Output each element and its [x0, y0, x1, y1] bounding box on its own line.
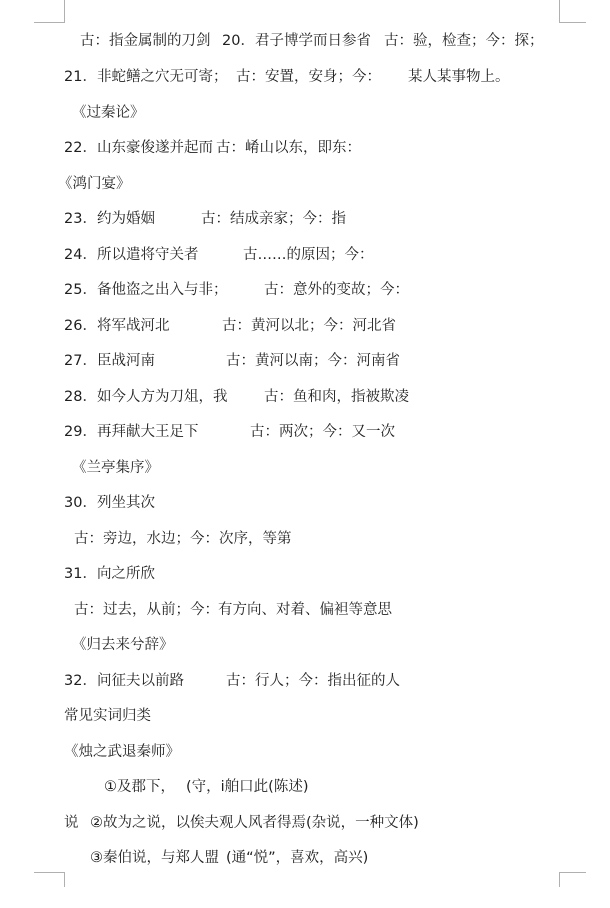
text-segment: 古：黄河以南；今：河南省 [226, 353, 400, 369]
page-corner-bottom-left [34, 872, 65, 887]
text-segment: 25．备他盗之出入与非； [64, 282, 228, 298]
text-segment: ③秦伯说，与郑人盟 [90, 850, 219, 866]
text-segment: 32．问征夫以前路 [64, 673, 184, 689]
text-segment: 古：结成亲家；今：指 [201, 211, 346, 227]
page-corner-top-left [34, 0, 65, 23]
text-segment: 《兰亭集序》 [72, 460, 159, 476]
section-heading [0, 742, 180, 782]
text-segment: 说 [64, 815, 79, 831]
text-segment: 22．山东豪俊遂并起而 [64, 140, 213, 156]
text-segment: 30．列坐其次 [64, 495, 155, 511]
text-segment: ①及郡下， [104, 779, 175, 795]
text-segment: 20．君子博学而日参省 [222, 33, 371, 49]
text-segment: 《鸿门宴》 [58, 176, 131, 192]
text-segment: 古：旁边，水边；今：次序，等第 [74, 531, 292, 547]
text-segment: 29．再拜献大王足下 [64, 424, 199, 440]
text-segment: 28．如今人方为刀俎，我 [64, 389, 228, 405]
text-segment: 某人某事物上。 [408, 69, 510, 85]
text-segment: 常见实词归类 [64, 708, 151, 724]
text-segment: 有方向、对着、偏袒等意思 [218, 602, 392, 618]
text-segment: 31．向之所欣 [64, 566, 155, 582]
text-segment: ②故为之说，以俟夫观人风者得焉 [90, 815, 306, 831]
text-segment: (通“悦”，喜欢，高兴) [226, 850, 369, 866]
text-segment: 21．非蛇鳝之穴无可寄； [64, 69, 228, 85]
text-segment: (守，i舶口此(陈述) [186, 779, 309, 795]
text-segment: 古：意外的变故；今： [264, 282, 409, 298]
text-segment: 古：崤山以东，即东： [216, 140, 361, 156]
text-line [0, 706, 151, 746]
section-heading [0, 458, 159, 498]
page-corner-bottom-right [559, 872, 586, 887]
section-heading [0, 635, 174, 675]
text-segment: 古：验，检查；今：探； [384, 33, 544, 49]
text-segment: 古：行人；今：指出征的人 [226, 673, 400, 689]
text-segment: (杂说，一种文体) [306, 815, 419, 831]
text-line [0, 564, 155, 604]
text-segment: 古……的原因；今： [243, 247, 374, 263]
text-line [0, 529, 292, 569]
text-segment: 《归去来兮辞》 [72, 637, 174, 653]
text-line [0, 848, 369, 908]
text-segment: 23．约为婚姻 [64, 211, 155, 227]
text-segment: 26．将军战河北 [64, 318, 170, 334]
text-segment: 古：指金属制的刀剑 [80, 33, 211, 49]
text-segment: 古：鱼和肉，指被欺凌 [264, 389, 409, 405]
page-corner-top-right [559, 0, 586, 23]
text-segment: 古：黄河以北；今：河北省 [222, 318, 396, 334]
section-heading [0, 103, 145, 143]
text-segment: 《过秦论》 [72, 105, 145, 121]
text-segment: 古：两次；今：又一次 [250, 424, 395, 440]
text-segment: 27．臣战河南 [64, 353, 155, 369]
text-line [0, 493, 155, 533]
text-segment: 24．所以遣将守关者 [64, 247, 199, 263]
text-segment: 《烛之武退秦师》 [64, 744, 180, 760]
text-segment: 古：安置，安身；今： [236, 69, 381, 85]
section-heading [0, 174, 131, 214]
text-segment: 古：过去，从前；今： [74, 602, 219, 618]
